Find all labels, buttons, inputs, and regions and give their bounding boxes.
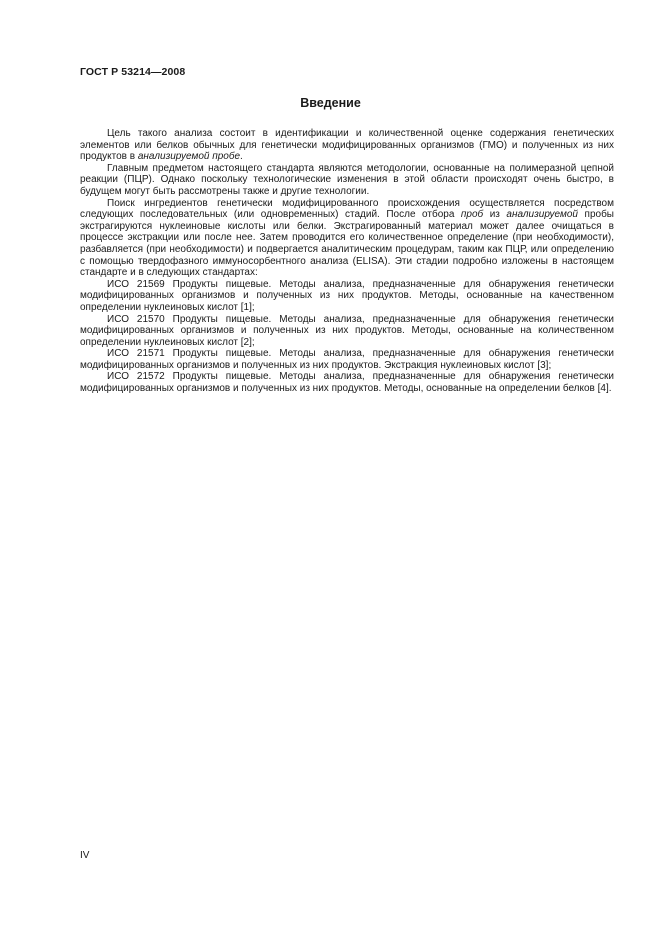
- standard-reference-iso-21569: ИСО 21569 Продукты пищевые. Методы анализа, предназначенные для обнаружения генетически модифицированных организмов и полученных из них продуктов. Методы, основанные на качественном определении нуклеиновых кислот [1];: [80, 278, 614, 313]
- italic-term: анализируемой: [506, 209, 578, 221]
- standard-reference-iso-21570: ИСО 21570 Продукты пищевые. Методы анализа, предназначенные для обнаружения генетически модифицированных организмов и полученных из них продуктов. Методы, основанные на количественном определении нуклеиновых кислот [2];: [80, 313, 614, 348]
- paragraph-purpose: Цель такого анализа состоит в идентификации и количественной оценке содержания генетических элементов или белков обычных для генетически модифицированных организмов (ГМО) и полученных из них продуктов в анализируемой пробе.: [80, 128, 614, 163]
- page-number: IV: [80, 850, 90, 861]
- italic-term: анализируемой пробе: [137, 151, 241, 163]
- paragraph-stages: Поиск ингредиентов генетически модифицированного происхождения осуществляется посредством следующих последовательных (или одновременных) стадий. После отбора проб из анализируемой пробы экстрагируются нуклеиновые кислоты или белки. Экстрагированный материал может далее очищаться в процессе экстракции или после нее. Затем проводится его количественное определение (при необходимости), разбавляется (при необходимости) и подвергается аналитическим процедурам, таким как ПЦР, или определению с помощью твердофазного иммуносорбентного анализа (ELISA). Эти стадии подробно изложены в настоящем стандарте и в следующих стандартах:: [80, 197, 614, 279]
- standard-reference-iso-21571: ИСО 21571 Продукты пищевые. Методы анализа, предназначенные для обнаружения генетически модифицированных организмов и полученных из них продуктов. Экстракция нуклеиновых кислот [3];: [80, 348, 614, 371]
- standard-reference-iso-21572: ИСО 21572 Продукты пищевые. Методы анализа, предназначенные для обнаружения генетически модифицированных организмов и полученных из них продуктов. Методы, основанные на определении белков [4].: [80, 371, 614, 395]
- document-header: ГОСТ Р 53214—2008: [80, 66, 186, 78]
- section-title: Введение: [300, 96, 361, 110]
- italic-term: проб: [460, 209, 484, 221]
- document-body: [80, 128, 614, 395]
- paragraph-methodology: Главным предметом настоящего стандарта являются методологии, основанные на полимеразной цепной реакции (ПЦР). Однако поскольку технологические изменения в этой области происходят очень быстро, в будущем могут быть рассмотрены также и другие технологии.: [80, 162, 614, 197]
